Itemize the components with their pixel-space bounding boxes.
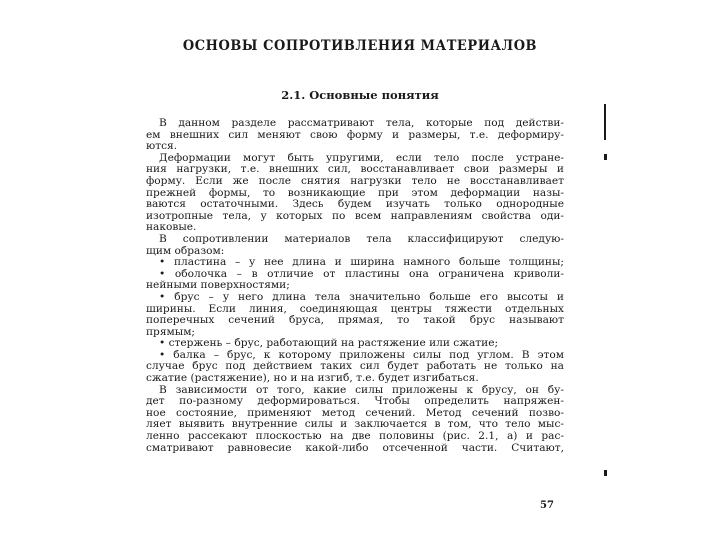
- section-heading: 2.1. Основные понятия: [281, 88, 439, 102]
- text-line: ленно рассекают плоскостью на две половины (рис. 2.1, а) и рас-: [146, 431, 564, 443]
- list-item: • балка – брус, к которому приложены силы под углом. В этом: [159, 349, 564, 361]
- scan-margin-mark: [604, 104, 606, 140]
- list-item: • оболочка – в отличие от пластины она ограничена криволи-: [159, 268, 564, 280]
- text-line: ем внешних сил меняют свою форму и размеры, т.е. деформиру-: [146, 129, 564, 141]
- text-line: прямым;: [146, 326, 196, 338]
- page-title: ОСНОВЫ СОПРОТИВЛЕНИЯ МАТЕРИАЛОВ: [182, 38, 538, 54]
- text-line: случае брус под действием таких сил будет работать не только на: [146, 361, 564, 373]
- text-line: ния нагрузки, т.е. внешних сил, восстанавливает свои размеры и: [146, 164, 564, 176]
- text-line: В зависимости от того, какие силы приложены к брусу, он бу-: [159, 384, 564, 396]
- text-line: ваются остаточными. Здесь будем изучать только однородные: [146, 199, 564, 211]
- text-line: ются.: [146, 141, 178, 153]
- list-item: • стержень – брус, работающий на растяжение или сжатие;: [159, 338, 499, 350]
- text-line: ляет выявить внутренние силы и заключается в том, что тело мыс-: [146, 419, 564, 431]
- text-line: щим образом:: [146, 245, 225, 257]
- list-item: • брус – у него длина тела значительно больше его высоты и: [159, 291, 564, 303]
- text-line: изотропные тела, у которых по всем направлениям свойства оди-: [146, 210, 564, 222]
- text-line: ное состояние, применяют метод сечений. Метод сечений позво-: [146, 407, 564, 419]
- scan-margin-mark: [604, 470, 607, 476]
- scan-margin-mark: [604, 154, 607, 160]
- text-line: прежней формы, то возникающие при этом деформации назы-: [146, 187, 564, 199]
- body-text: [146, 118, 564, 454]
- text-line: поперечных сечений бруса, прямая, то такой брус называют: [146, 315, 564, 327]
- text-line: дет по-разному деформироваться. Чтобы определить напряжен-: [146, 396, 564, 408]
- list-item: • пластина – у нее длина и ширина намного больше толщины;: [159, 257, 564, 269]
- text-line: сжатие (растяжение), но и на изгиб, т.е. будет изгибаться.: [146, 373, 479, 385]
- text-line: В данном разделе рассматривают тела, которые под действи-: [159, 118, 564, 129]
- text-line: форму. Если же после снятия нагрузки тело не восстанавливает: [146, 175, 564, 187]
- page-number: 57: [540, 500, 554, 511]
- text-line: нейными поверхностями;: [146, 280, 290, 292]
- text-line: сматривают равновесие какой-либо отсеченной части. Считают,: [146, 442, 564, 454]
- text-line: ширины. Если линия, соединяющая центры тяжести отдельных: [146, 303, 564, 315]
- text-line: наковые.: [146, 222, 197, 234]
- text-line: Деформации могут быть упругими, если тело после устране-: [159, 152, 564, 164]
- text-line: В сопротивлении материалов тела классифицируют следую-: [159, 233, 564, 245]
